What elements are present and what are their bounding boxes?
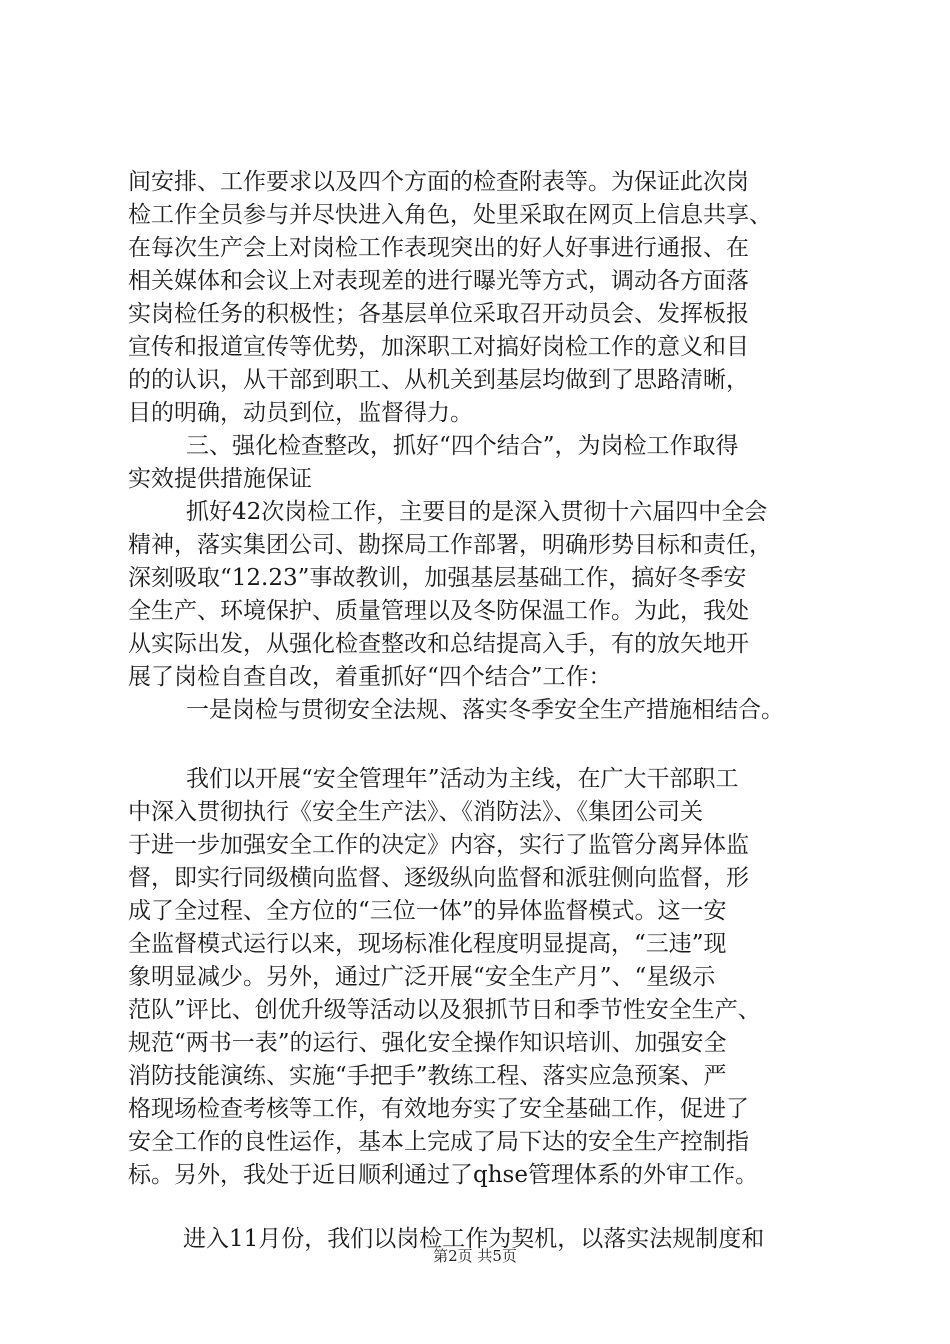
text-line: 实岗检任务的积极性；各基层单位采取召开动员会、发挥板报 (128, 301, 749, 327)
text-line: 相关媒体和会议上对表现差的进行曝光等方式，调动各方面落 (128, 268, 749, 294)
paragraph-start: 抓好42次岗检工作，主要目的是深入贯彻十六届四中全会 (186, 499, 768, 525)
document-body (128, 166, 840, 1256)
text-line: 间安排、工作要求以及四个方面的检查附表等。为保证此次岗 (128, 169, 749, 195)
paragraph-start: 进入11月份，我们以岗检工作为契机，以落实法规制度和 (183, 1226, 765, 1252)
text-line: 安全工作的良性运作，基本上完成了局下达的安全生产控制指 (128, 1129, 749, 1155)
text-line: 消防技能演练、实施“手把手”教练工程、落实应急预案、严 (128, 1063, 727, 1089)
text-line: 在每次生产会上对岗检工作表现突出的好人好事进行通报、在 (128, 235, 749, 261)
text-line: 展了岗检自查自改，着重抓好“四个结合”工作： (128, 664, 612, 690)
text-line: 检工作全员参与并尽快进入角色，处里采取在网页上信息共享、 (128, 202, 772, 228)
text-line: 从实际出发，从强化检查整改和总结提高入手，有的放矢地开 (128, 631, 749, 657)
paragraph-gap (128, 1192, 840, 1223)
text-line: 深刻吸取“12.23”事故教训，加强基层基础工作，搞好冬季安 (128, 565, 747, 591)
text-line: 于进一步加强安全工作的决定》内容，实行了监管分离异体监 (128, 832, 749, 858)
section-heading: 三、强化检查整改，抓好“四个结合”，为岗检工作取得 (186, 433, 739, 459)
text-line: 中深入贯彻执行《安全生产法》、《消防法》、《集团公司关 (128, 799, 703, 825)
text-line: 全生产、环境保护、质量管理以及冬防保温工作。为此，我处 (128, 598, 749, 624)
text-line: 全监督模式运行以来，现场标准化程度明显提高，“三违”现 (128, 931, 727, 957)
text-line: 标。另外，我处于近日顺利通过了qhse管理体系的外审工作。 (128, 1162, 758, 1188)
page-number-footer: 第2页 共5页 (433, 1247, 517, 1265)
paragraph-start: 我们以开展“安全管理年”活动为主线，在广大干部职工 (186, 766, 739, 792)
section-heading-continued: 实效提供措施保证 (128, 466, 312, 492)
text-line: 象明显减少。另外，通过广泛开展“安全生产月”、“星级示 (128, 964, 716, 990)
text-line: 宣传和报道宣传等优势，加深职工对搞好岗检工作的意义和目 (128, 334, 749, 360)
text-line: 范队”评比、创优升级等活动以及狠抓节日和季节性安全生产、 (128, 997, 761, 1023)
paragraph-gap (128, 727, 840, 763)
text-line: 督，即实行同级横向监督、逐级纵向监督和派驻侧向监督，形 (128, 865, 749, 891)
text-line: 精神，落实集团公司、勘探局工作部署，明确形势目标和责任， (128, 532, 772, 558)
subsection-heading: 一是岗检与贯彻安全法规、落实冬季安全生产措施相结合。 (186, 697, 784, 723)
text-line: 成了全过程、全方位的“三位一体”的异体监督模式。这一安 (128, 898, 727, 924)
text-line: 的的认识，从干部到职工、从机关到基层均做到了思路清晰， (128, 367, 749, 393)
text-line: 规范“两书一表”的运行、强化安全操作知识培训、加强安全 (128, 1030, 727, 1056)
text-line: 格现场检查考核等工作，有效地夯实了安全基础工作，促进了 (128, 1096, 749, 1122)
text-line: 目的明确，动员到位，监督得力。 (128, 400, 473, 426)
